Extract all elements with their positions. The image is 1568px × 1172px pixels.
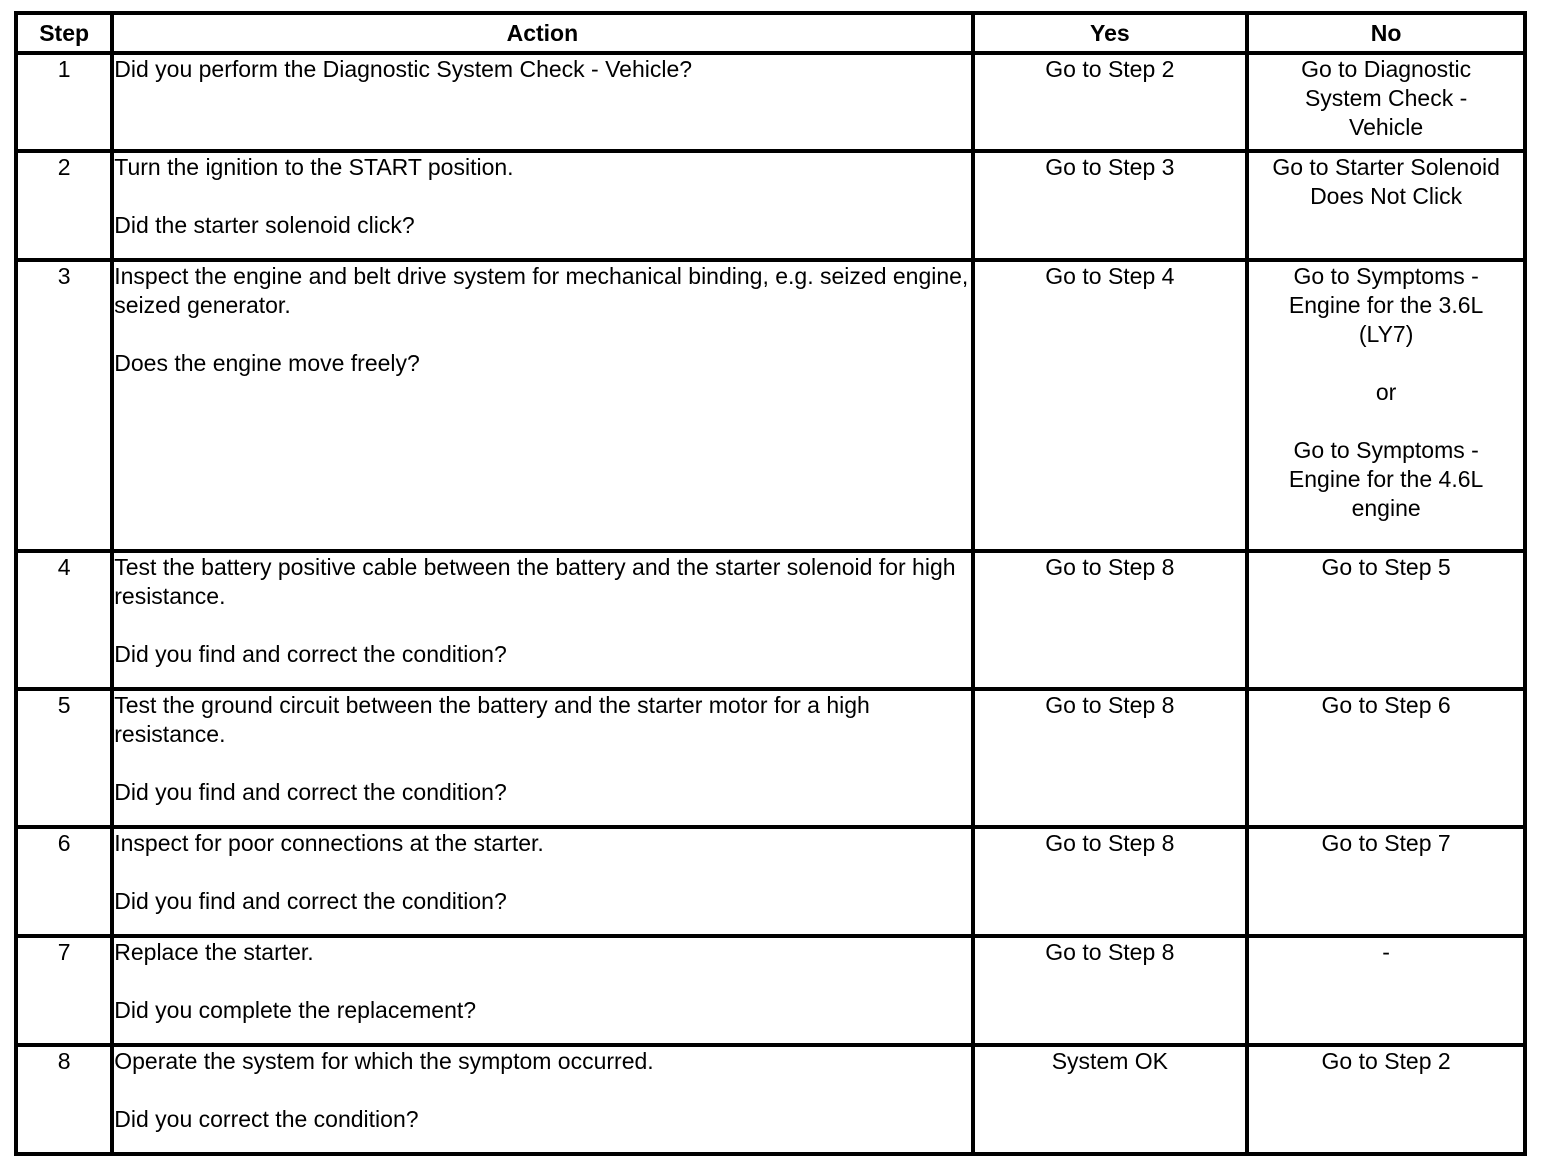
step-number: 4 <box>16 551 112 689</box>
no-result-line: Go to Step 7 <box>1321 830 1451 856</box>
header-yes: Yes <box>973 13 1248 53</box>
no-result <box>1247 53 1525 151</box>
no-result-line: Go to Step 5 <box>1321 554 1451 580</box>
header-no: No <box>1247 13 1525 53</box>
action-instruction: Operate the system for which the symptom occurred. <box>114 1048 654 1074</box>
table-row <box>16 936 1525 1045</box>
table-row <box>16 827 1525 936</box>
step-number: 5 <box>16 689 112 827</box>
table-header-row <box>16 13 1525 53</box>
step-number: 6 <box>16 827 112 936</box>
action-question: Did you find and correct the condition? <box>114 641 507 667</box>
no-result-line: Go to Starter Solenoid <box>1272 154 1500 180</box>
table-row <box>16 551 1525 689</box>
yes-result: System OK <box>973 1045 1248 1154</box>
action-question: Did you correct the condition? <box>114 1106 419 1132</box>
action-cell <box>112 936 972 1045</box>
no-result-line: or <box>1375 379 1397 405</box>
no-result-line: Go to Symptoms - <box>1293 263 1479 289</box>
header-action: Action <box>112 13 972 53</box>
no-result <box>1247 151 1525 260</box>
diagnostic-table-frame <box>14 11 1527 1156</box>
yes-result: Go to Step 3 <box>973 151 1248 260</box>
action-cell <box>112 827 972 936</box>
no-result <box>1247 936 1525 1045</box>
table-row <box>16 689 1525 827</box>
action-instruction: Replace the starter. <box>114 939 314 965</box>
table-row <box>16 53 1525 151</box>
yes-result: Go to Step 4 <box>973 260 1248 551</box>
yes-result: Go to Step 8 <box>973 551 1248 689</box>
yes-result: Go to Step 8 <box>973 827 1248 936</box>
action-instruction: Inspect for poor connections at the starter. <box>114 830 544 856</box>
action-instruction: Turn the ignition to the START position. <box>114 154 514 180</box>
yes-result: Go to Step 2 <box>973 53 1248 151</box>
step-number: 7 <box>16 936 112 1045</box>
action-cell <box>112 551 972 689</box>
table-row <box>16 151 1525 260</box>
yes-result: Go to Step 8 <box>973 936 1248 1045</box>
no-result-line: Go to Step 2 <box>1321 1048 1451 1074</box>
action-instruction: Inspect the engine and belt drive system for mechanical binding, e.g. seized engine, seized generator. <box>114 263 969 318</box>
action-question: Does the engine move freely? <box>114 350 420 376</box>
step-number: 2 <box>16 151 112 260</box>
action-instruction: Test the ground circuit between the battery and the starter motor for a high resistance. <box>114 692 870 747</box>
step-number: 8 <box>16 1045 112 1154</box>
action-instruction: Did you perform the Diagnostic System Check - Vehicle? <box>114 56 693 82</box>
action-cell <box>112 689 972 827</box>
no-result-line: Engine for the 4.6L <box>1288 466 1484 492</box>
step-number: 3 <box>16 260 112 551</box>
action-question: Did the starter solenoid click? <box>114 212 415 238</box>
table-row <box>16 260 1525 551</box>
action-cell <box>112 151 972 260</box>
no-result-line: Go to Diagnostic <box>1301 56 1472 82</box>
action-question: Did you find and correct the condition? <box>114 779 507 805</box>
no-result <box>1247 827 1525 936</box>
no-result-line: System Check - <box>1304 85 1468 111</box>
diagnostic-table <box>14 11 1527 1156</box>
action-question: Did you find and correct the condition? <box>114 888 507 914</box>
no-result-line: Go to Symptoms - <box>1293 437 1479 463</box>
action-cell <box>112 53 972 151</box>
action-cell <box>112 260 972 551</box>
no-result-line: Go to Step 6 <box>1321 692 1451 718</box>
no-result-line: - <box>1382 939 1390 965</box>
header-step: Step <box>16 13 112 53</box>
no-result-line: Does Not Click <box>1310 183 1463 209</box>
action-cell <box>112 1045 972 1154</box>
no-result-line: Engine for the 3.6L <box>1288 292 1484 318</box>
no-result-line: engine <box>1351 495 1421 521</box>
step-number: 1 <box>16 53 112 151</box>
action-instruction: Test the battery positive cable between the battery and the starter solenoid for high resistance. <box>114 554 956 609</box>
table-row <box>16 1045 1525 1154</box>
action-question: Did you complete the replacement? <box>114 997 477 1023</box>
no-result <box>1247 260 1525 551</box>
no-result <box>1247 1045 1525 1154</box>
no-result <box>1247 551 1525 689</box>
no-result-line: Vehicle <box>1349 114 1424 140</box>
yes-result: Go to Step 8 <box>973 689 1248 827</box>
no-result <box>1247 689 1525 827</box>
no-result-line: (LY7) <box>1358 321 1414 347</box>
